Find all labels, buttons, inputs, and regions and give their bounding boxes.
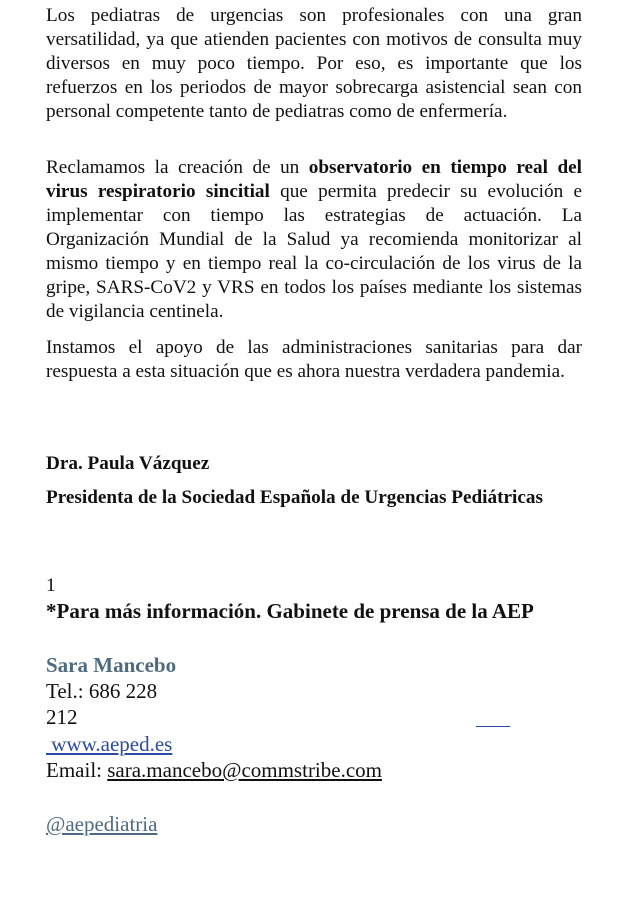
contact-name: Sara Mancebo bbox=[46, 653, 177, 677]
press-office-title: *Para más información. Gabinete de prensa de la AEP bbox=[46, 599, 534, 623]
signature-name: Dra. Paula Vázquez bbox=[46, 453, 210, 474]
signature-title: Presidenta de la Sociedad Española de Urgencias Pediátricas bbox=[46, 487, 543, 508]
empty-link-underline[interactable] bbox=[476, 706, 510, 727]
phone-line-1: Tel.: 686 228 bbox=[46, 679, 158, 703]
twitter-link[interactable]: @aepediatria bbox=[46, 812, 158, 836]
paragraph-observatorio bbox=[46, 156, 582, 324]
email-link[interactable]: sara.mancebo@commstribe.com bbox=[107, 758, 382, 782]
email-label: Email: bbox=[46, 758, 108, 782]
phone-line-2: 212 bbox=[46, 705, 78, 729]
paragraph-pediatras: Los pediatras de urgencias son profesionales con una gran versatilidad, ya que atienden pacientes con motivos de consulta muy diversos en muy poco tiempo. Por eso, es importante que los refuerzos en los periodos de mayor sobrecarga asistencial sean con personal competente tanto de pediatras como de enfermería. bbox=[46, 5, 582, 122]
footnote-number: 1 bbox=[46, 575, 56, 596]
paragraph-observatorio-rest: que permita predecir su evolución e implementar con tiempo las estrategias de actuación. La Organización Mundial de la Salud ya recomienda monitorizar al mismo tiempo y en tiempo real la co-circulación de los virus de la gripe, SARS-CoV2 y VRS en todos los países mediante los sistemas de vigilancia centinela. bbox=[46, 181, 582, 322]
paragraph-observatorio-bold: observatorio en tiempo real del virus respiratorio sincitial bbox=[46, 157, 582, 202]
paragraph-instamos: Instamos el apoyo de las administraciones sanitarias para dar respuesta a esta situación que es ahora nuestra verdadera pandemia. bbox=[46, 337, 582, 382]
website-link[interactable]: www.aeped.es bbox=[46, 732, 173, 756]
email-line bbox=[46, 757, 382, 783]
paragraph-observatorio-intro: Reclamamos la creación de un bbox=[46, 157, 309, 178]
